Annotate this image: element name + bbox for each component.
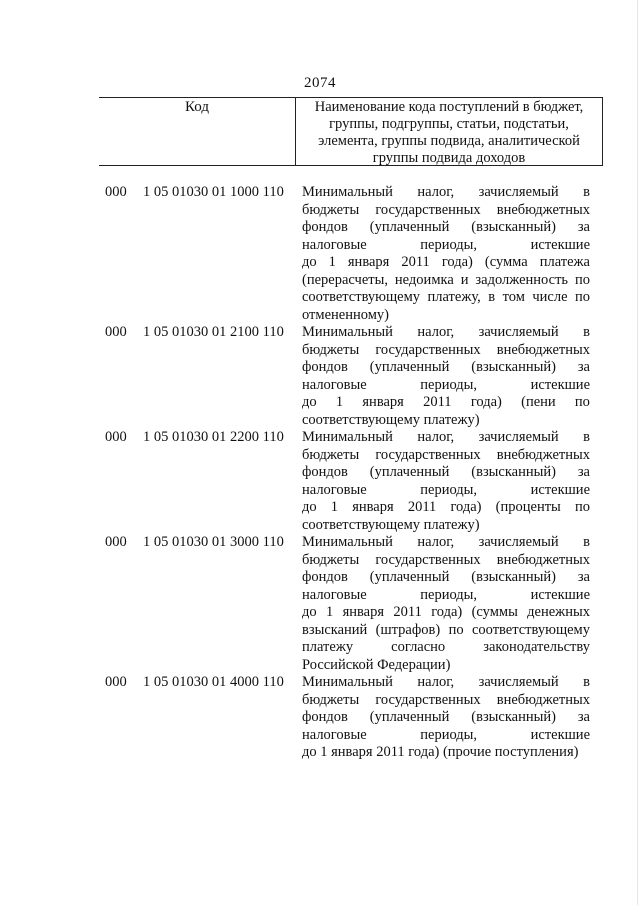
- admin-code: 000: [105, 184, 127, 200]
- header-name-column: [296, 98, 602, 165]
- description-line: соответствующему платежу): [302, 411, 480, 428]
- description-line: [302, 674, 590, 692]
- description-word: зачисляемый: [478, 324, 559, 340]
- description-word: года): [470, 394, 502, 410]
- description-word: налог,: [417, 534, 455, 550]
- description-word: платежу,: [427, 289, 481, 305]
- description-line: [302, 604, 590, 622]
- description-word: по: [574, 499, 590, 515]
- description-word: соответствующему: [471, 621, 590, 638]
- description-word: и: [460, 271, 469, 288]
- description-word: 2011: [393, 604, 422, 620]
- description-word: до: [302, 254, 317, 270]
- admin-code: 000: [105, 429, 127, 445]
- description-word: (пени: [521, 394, 556, 410]
- description-word: налоговые: [302, 481, 367, 498]
- description-word: Минимальный: [302, 184, 393, 200]
- description-word: фондов: [302, 709, 348, 725]
- description-word: фондов: [302, 359, 348, 375]
- table-row: [0, 324, 640, 429]
- header-name-line: элемента, группы подвида, аналитической: [318, 133, 580, 149]
- income-description: [302, 324, 590, 429]
- description-word: внебюджетных: [496, 551, 590, 568]
- scan-edge-mark: [637, 0, 638, 905]
- description-word: января: [362, 394, 404, 410]
- description-word: числе: [532, 289, 568, 305]
- description-line: [302, 324, 590, 342]
- description-line: [302, 219, 590, 237]
- description-word: января: [342, 604, 385, 620]
- description-line: [302, 534, 590, 552]
- description-word: недоимка: [394, 271, 454, 288]
- page-number: 2074: [304, 75, 336, 91]
- description-word: (уплаченный: [369, 709, 450, 725]
- description-word: года): [441, 254, 473, 270]
- description-word: бюджеты: [302, 201, 360, 218]
- description-word: по: [574, 394, 590, 410]
- description-word: 1: [335, 394, 344, 410]
- table-row: [0, 534, 640, 674]
- description-word: истекшие: [530, 726, 590, 743]
- description-word: (сумма: [484, 254, 528, 270]
- description-word: налоговые: [302, 236, 367, 253]
- description-word: (проценты: [495, 499, 561, 515]
- description-word: периоды,: [420, 481, 478, 498]
- description-line: [302, 184, 590, 202]
- description-line: отмененному): [302, 306, 389, 323]
- description-word: (штрафов): [375, 621, 441, 638]
- description-word: Минимальный: [302, 324, 393, 340]
- description-word: платежа: [539, 254, 590, 270]
- description-word: платежу: [302, 639, 354, 655]
- description-word: за: [577, 464, 590, 480]
- description-word: истекшие: [530, 481, 590, 498]
- description-line: [302, 377, 590, 395]
- description-word: за: [577, 569, 590, 585]
- description-word: внебюджетных: [496, 341, 590, 358]
- description-word: за: [577, 359, 590, 375]
- description-line: [302, 569, 590, 587]
- description-word: Минимальный: [302, 674, 393, 690]
- description-word: соответствующему: [302, 289, 421, 305]
- description-word: государственных: [375, 691, 481, 708]
- description-word: внебюджетных: [496, 446, 590, 463]
- description-word: фондов: [302, 569, 348, 585]
- description-line: [302, 692, 590, 710]
- description-word: истекшие: [530, 376, 590, 393]
- description-word: (взысканный): [471, 219, 556, 235]
- description-word: зачисляемый: [478, 429, 559, 445]
- description-line: до 1 января 2011 года) (прочие поступления): [302, 744, 579, 760]
- header-code-column: Код: [99, 98, 296, 165]
- description-line: [302, 447, 590, 465]
- admin-code: 000: [105, 674, 127, 690]
- description-word: до: [302, 604, 317, 620]
- description-word: в: [583, 534, 590, 550]
- description-line: Российской Федерации): [302, 656, 451, 673]
- description-word: налог,: [417, 674, 455, 690]
- table-header: [99, 97, 603, 166]
- description-line: [302, 342, 590, 360]
- description-word: бюджеты: [302, 551, 360, 568]
- description-word: налог,: [417, 429, 455, 445]
- description-word: (уплаченный: [369, 219, 450, 235]
- description-word: периоды,: [420, 376, 478, 393]
- description-word: истекшие: [530, 586, 590, 603]
- description-line: [302, 289, 590, 307]
- income-description: [302, 429, 590, 534]
- income-code: 1 05 01030 01 2200 110: [143, 429, 284, 445]
- description-word: года): [431, 604, 463, 620]
- description-word: внебюджетных: [496, 691, 590, 708]
- description-word: по: [574, 271, 590, 288]
- description-line: [302, 272, 590, 290]
- description-word: государственных: [375, 341, 481, 358]
- description-word: 1: [328, 254, 336, 270]
- description-word: фондов: [302, 464, 348, 480]
- description-word: (суммы: [471, 604, 518, 620]
- description-word: 2011: [407, 499, 437, 515]
- description-line: [302, 237, 590, 255]
- income-description: [302, 534, 590, 674]
- description-word: (уплаченный: [369, 464, 450, 480]
- description-word: Минимальный: [302, 534, 393, 550]
- description-word: в: [583, 674, 590, 690]
- description-word: 2011: [423, 394, 452, 410]
- description-word: в: [583, 324, 590, 340]
- income-description: [302, 184, 590, 324]
- description-word: бюджеты: [302, 691, 360, 708]
- description-word: государственных: [375, 551, 481, 568]
- description-word: внебюджетных: [496, 201, 590, 218]
- description-word: взысканий: [302, 621, 368, 638]
- description-word: 1: [325, 604, 334, 620]
- description-line: соответствующему платежу): [302, 516, 480, 533]
- description-word: (взысканный): [471, 569, 556, 585]
- description-line: [302, 622, 590, 640]
- description-word: денежных: [527, 604, 590, 620]
- description-line: [302, 359, 590, 377]
- description-line: [302, 499, 590, 517]
- description-word: периоды,: [420, 586, 478, 603]
- description-word: 1: [330, 499, 339, 515]
- admin-code: 000: [105, 534, 127, 550]
- description-word: согласно: [391, 639, 446, 655]
- description-line: [302, 202, 590, 220]
- description-word: в: [583, 429, 590, 445]
- description-word: за: [577, 219, 590, 235]
- income-code: 1 05 01030 01 3000 110: [143, 534, 284, 550]
- description-word: до: [302, 499, 317, 515]
- description-line: [302, 254, 590, 272]
- description-word: фондов: [302, 219, 348, 235]
- description-word: законодательству: [483, 639, 590, 655]
- description-word: за: [577, 709, 590, 725]
- table-row: [0, 429, 640, 534]
- description-word: года): [450, 499, 482, 515]
- description-word: по: [574, 289, 590, 305]
- description-line: [302, 482, 590, 500]
- description-word: января: [347, 254, 390, 270]
- description-line: [302, 394, 590, 412]
- description-word: государственных: [375, 201, 481, 218]
- description-word: государственных: [375, 446, 481, 463]
- description-word: Минимальный: [302, 429, 393, 445]
- income-code: 1 05 01030 01 2100 110: [143, 324, 284, 340]
- description-line: [302, 587, 590, 605]
- description-word: (взысканный): [471, 709, 556, 725]
- description-word: налог,: [417, 184, 455, 200]
- description-word: зачисляемый: [478, 674, 559, 690]
- header-name-line: группы подвида доходов: [372, 150, 526, 166]
- description-word: периоды,: [420, 726, 478, 743]
- description-word: (уплаченный: [369, 569, 450, 585]
- description-word: 2011: [401, 254, 430, 270]
- description-word: (взысканный): [471, 464, 556, 480]
- description-line: [302, 639, 590, 657]
- admin-code: 000: [105, 324, 127, 340]
- description-word: налоговые: [302, 586, 367, 603]
- description-word: (взысканный): [471, 359, 556, 375]
- description-word: (перерасчеты,: [302, 271, 388, 288]
- income-description: [302, 674, 590, 762]
- description-word: по: [448, 621, 464, 638]
- description-line: [302, 429, 590, 447]
- description-word: периоды,: [420, 236, 478, 253]
- description-word: бюджеты: [302, 446, 360, 463]
- description-word: (уплаченный: [369, 359, 450, 375]
- description-word: бюджеты: [302, 341, 360, 358]
- income-code-list: [0, 184, 640, 762]
- header-name-line: Наименование кода поступлений в бюджет,: [314, 99, 584, 115]
- table-row: [0, 184, 640, 324]
- description-word: налог,: [417, 324, 455, 340]
- header-name-line: группы, подгруппы, статьи, подстатьи,: [329, 116, 569, 132]
- description-word: в: [583, 184, 590, 200]
- description-word: задолженность: [475, 271, 569, 288]
- description-line: [302, 727, 590, 745]
- income-code: 1 05 01030 01 4000 110: [143, 674, 284, 690]
- description-line: [302, 464, 590, 482]
- description-word: истекшие: [530, 236, 590, 253]
- description-word: налоговые: [302, 376, 367, 393]
- description-word: января: [352, 499, 394, 515]
- income-code: 1 05 01030 01 1000 110: [143, 184, 284, 200]
- description-word: том: [502, 289, 525, 305]
- table-row: [0, 674, 640, 762]
- description-line: [302, 552, 590, 570]
- description-word: зачисляемый: [478, 534, 559, 550]
- description-word: зачисляемый: [478, 184, 559, 200]
- description-line: [302, 709, 590, 727]
- description-word: налоговые: [302, 726, 367, 743]
- description-word: в: [488, 289, 496, 305]
- description-word: до: [302, 394, 317, 410]
